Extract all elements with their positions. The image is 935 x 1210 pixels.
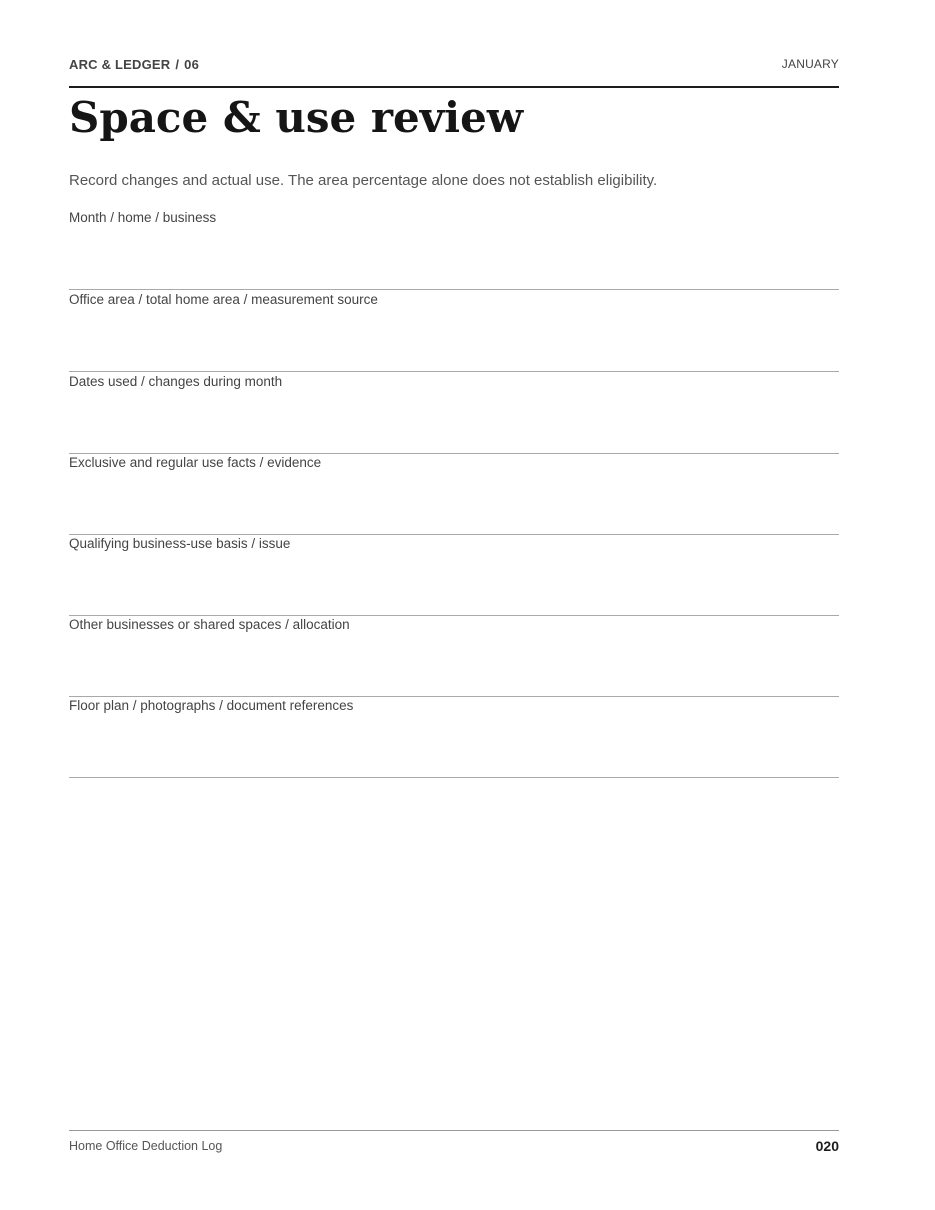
field-label: Month / home / business xyxy=(69,210,217,225)
field-label: Floor plan / photographs / document references xyxy=(69,698,354,713)
field-exclusive-regular-use[interactable] xyxy=(69,454,839,535)
brand-name: ARC & LEDGER xyxy=(69,56,171,72)
field-business-use-basis[interactable] xyxy=(69,535,839,616)
form-fields xyxy=(69,209,839,778)
planner-page xyxy=(69,0,839,1210)
field-month-home-business[interactable] xyxy=(69,209,839,290)
field-dates-used[interactable] xyxy=(69,373,839,454)
field-office-area[interactable] xyxy=(69,291,839,372)
page-header xyxy=(69,54,839,74)
brand-label xyxy=(69,57,199,72)
footer-title: Home Office Deduction Log xyxy=(69,1139,223,1153)
field-label: Qualifying business-use basis / issue xyxy=(69,536,291,551)
intro-text: Record changes and actual use. The area percentage alone does not establish eligibility. xyxy=(69,172,658,189)
page-title: Space & use review xyxy=(69,93,523,142)
footer-divider xyxy=(69,1130,839,1131)
month-label: JANUARY xyxy=(781,57,839,71)
field-label: Other businesses or shared spaces / allocation xyxy=(69,617,350,632)
field-label: Exclusive and regular use facts / evidence xyxy=(69,455,322,470)
issue-number: 06 xyxy=(184,56,200,72)
field-document-references[interactable] xyxy=(69,697,839,778)
brand-separator: / xyxy=(175,56,180,72)
field-label: Dates used / changes during month xyxy=(69,374,283,389)
field-shared-spaces[interactable] xyxy=(69,616,839,697)
header-divider xyxy=(69,86,839,88)
page-footer xyxy=(69,1138,839,1154)
field-label: Office area / total home area / measurement source xyxy=(69,292,378,307)
page-number: 020 xyxy=(815,1138,839,1154)
